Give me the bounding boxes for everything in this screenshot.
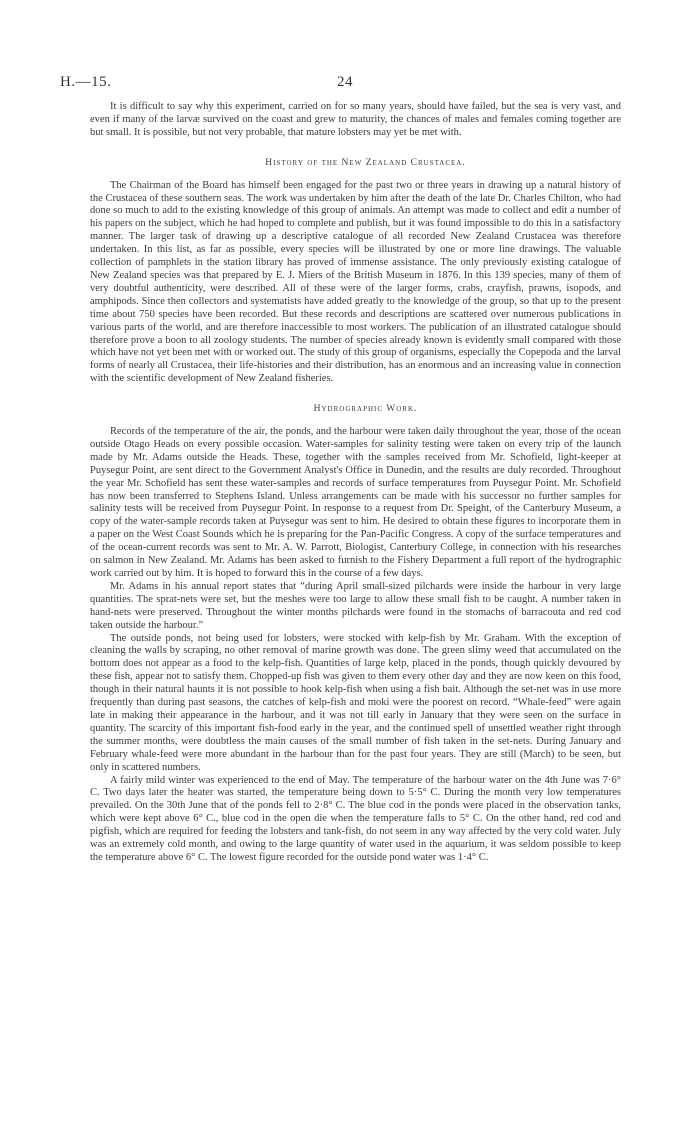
body-text bbox=[90, 101, 621, 865]
section-heading-hydrographic: Hydrographic Work. bbox=[313, 404, 418, 415]
hydrographic-paragraph-4: A fairly mild winter was experienced to the end of May. The temperature of the harbour water on the 4th June was 7·6° C. Two days later the heater was started, the temperature being down to 5·5° C. During the month very low temperatures prevailed. On the 30th June that of the ponds fell to 2·8° C. The blue cod in the ponds were placed in the observation tanks, which were kept above 6° C., blue cod in the open die when the temperature falls to 5° C. On the other hand, red cod and pigfish, which are required for feeding the lobsters and tank-fish, do not seem in any way affected by the very cold water. July was an extremely cold month, and owing to the large quantity of water used in the aquarium, it was seldom possible to keep the temperature above 6° C. The lowest figure recorded for the outside pond water was 1·4° C. bbox=[90, 774, 621, 863]
hydrographic-paragraph-3: The outside ponds, not being used for lobsters, were stocked with kelp-fish by Mr. Graham. With the exception of cleaning the walls by scraping, no other removal of marine growth was done. The green slimy weed that accumulated on the bottom does not appear as a food to the kelp-fish. Quantities of large kelp, placed in the ponds, though quickly devoured by these fish, appear not to satisfy them. Chopped-up fish was given to them every other day and they are now keen on this food, though in their natural haunts it is not possible to hook kelp-fish when using a fish bait. Although the set-net was in use more frequently than during past seasons, the catches of kelp-fish and moki were the poorest on record. “Whale-feed” were again late in making their appearance in the harbour, and it was not till early in January that they were seen on the surface in quantity. The scarcity of this important fish-food early in the year, and the continued spell of unsettled weather right through the summer months, were doubtless the main causes of the small number of fish taken in the set-nets. During January and February whale-feed were more abundant in the harbour than for the past four years. They are still (March) to be seen, but only in scattered numbers. bbox=[90, 632, 621, 773]
hydrographic-paragraph-2: Mr. Adams in his annual report states that “during April small-sized pilchards were inside the harbour in very large quantities. The sprat-nets were set, but the meshes were too large to allow these small fish to be caught. A number taken in hand-nets were preserved. Throughout the winter months pilchards were found in the stomachs of barracouta and red cod taken outside the harbour.” bbox=[90, 580, 621, 631]
section-heading-crustacea: History of the New Zealand Crustacea. bbox=[265, 157, 466, 168]
intro-paragraph: It is difficult to say why this experiment, carried on for so many years, should have failed, but the sea is very vast, and even if many of the larvæ survived on the coast and grew to maturity, the chances of males and females coming together are but small. It is possible, but not very probable, that mature lobsters may yet be met with. bbox=[90, 101, 621, 138]
hydrographic-paragraph-1: Records of the temperature of the air, the ponds, and the harbour were taken daily throughout the year, those of the ocean outside Otago Heads on every possible occasion. Water-samples for salinity testing were taken on every trip of the launch made by Mr. Adams outside the Heads. These, together with the samples received from Mr. Schofield, light-keeper at Puysegur Point, are sent direct to the Government Analyst's Office in Dunedin, and the results are duly recorded. Throughout the year Mr. Schofield has sent these water-samples and records of surface temperatures from Puysegur Point. Mr. Schofield has now been transferred to Stephens Island. Unless arrangements can be made with his successor no further samples for salinity tests will be received from Puysegur Point. In response to a request from Dr. Speight, of the Canterbury Museum, a copy of the water-sample records taken at Puysegur was sent to him. He desired to obtain these figures to incorporate them in a paper on the West Coast Sounds which he is preparing for the Pan-Pacific Congress. A copy of the surface temperatures and of the ocean-current records was sent to Mr. A. W. Parrott, Biologist, Canterbury College, in connection with his researches on salmon in New Zealand. Mr. Adams has been asked to furnish to the Fishery Department a full report of the hydrographic work carried out by him. It is hoped to forward this in the course of a few days. bbox=[90, 426, 621, 579]
page-number: 24 bbox=[337, 74, 353, 90]
report-code: H.—15. bbox=[60, 74, 112, 90]
crustacea-paragraph: The Chairman of the Board has himself been engaged for the past two or three years in drawing up a natural history of the Crustacea of these southern seas. The work was undertaken by him after the death of the late Dr. Charles Chilton, who had done so much to add to the existing knowledge of this group of animals. An attempt was made to collect and edit a number of his papers on the subject, which he had hoped to complete and publish, but it was found impossible to do this in a satisfactory manner. The larger task of drawing up a descriptive catalogue of all recorded New Zealand Crustacea was therefore undertaken. In this list, as far as possible, every species will be illustrated by one or more line drawings. The valuable collection of pamphlets in the station library has proved of immense assistance. The only previously existing catalogue of New Zealand species was that prepared by E. J. Miers of the British Museum in 1876. In this 139 species, many of them of very doubtful authenticity, were described. All of these were of the larger forms, crabs, crayfish, prawns, isopods, and amphipods. Since then collectors and systematists have added greatly to the knowledge of the group, so that up to the present time about 750 species have been recorded. But these records and descriptions are scattered over numerous publications in various parts of the world, and are therefore inaccessible to most workers. The publication of an illustrated catalogue should therefore prove a boon to all zoology students. The number of species already known is evidently small compared with those which have not yet been met with or worked out. The study of this group of organisms, especially the Copepoda and the larval forms of nearly all Crustacea, their life-histories and their distribution, has an enormous and an increasing value in connection with the scientific development of New Zealand fisheries. bbox=[90, 179, 621, 385]
